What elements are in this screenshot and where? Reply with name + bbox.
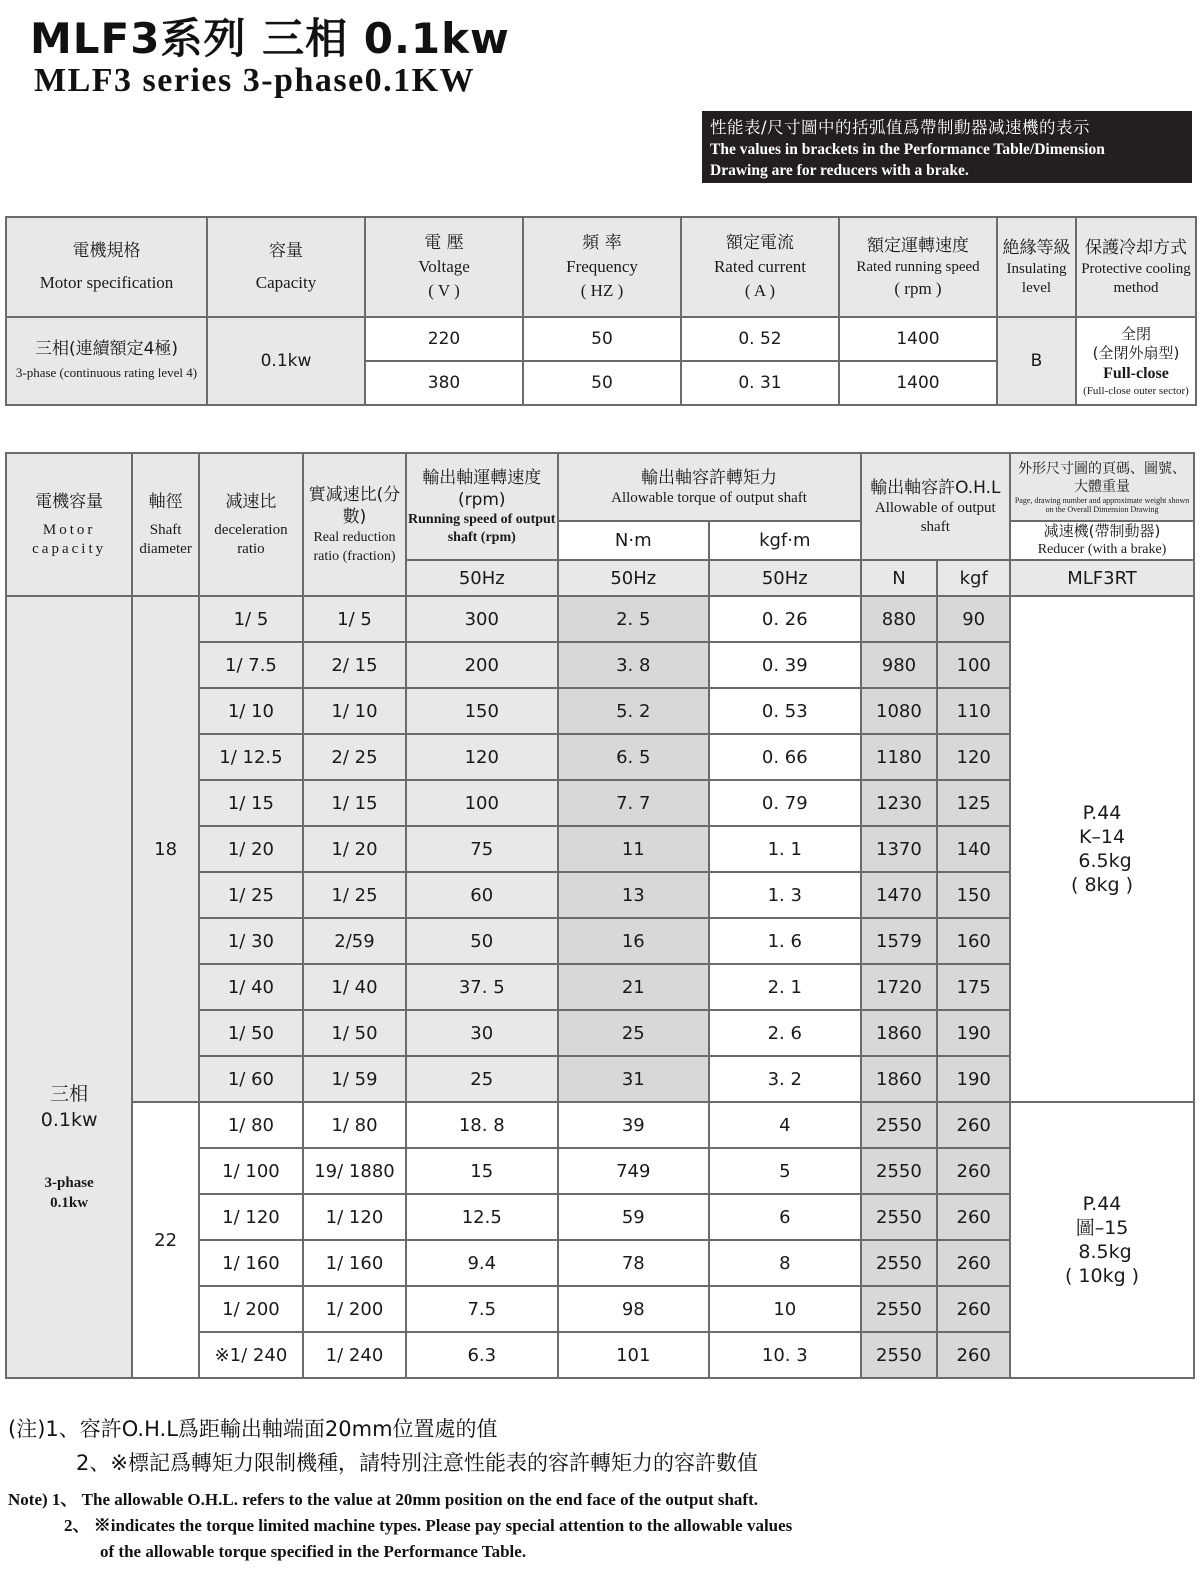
ratio-cell: 1/ 80 [199,1102,303,1148]
spec-speed: 1400 [839,317,997,361]
ratio-cell: 1/ 40 [199,964,303,1010]
rpm-cell: 150 [406,688,558,734]
motor-capacity-line: 0.1kw [40,1109,98,1131]
perf-header-torque: 輸出軸容許轉矩力 Allowable torque of output shaft [558,453,861,521]
rpm-cell: 200 [406,642,558,688]
ohl-kgf-cell: 100 [937,642,1010,688]
torque-kgfm-cell: 0. 53 [709,688,861,734]
dimension-ref-line: 8.5kg [1072,1241,1132,1263]
torque-kgfm-cell: 6 [709,1194,861,1240]
ratio-cell: 1/ 30 [199,918,303,964]
notes-english [8,1487,792,1565]
torque-nm-cell: 98 [558,1286,710,1332]
spec-motor-cell: 三相(連續額定4極) 3-phase (continuous rating level 4) [6,317,207,405]
ratio-cell: 1/ 15 [199,780,303,826]
ohl-kgf-cell: 190 [937,1056,1010,1102]
torque-nm-cell: 6. 5 [558,734,710,780]
ohl-n-cell: 980 [861,642,938,688]
ohl-n-cell: 2550 [861,1286,938,1332]
torque-nm-cell: 2. 5 [558,596,710,642]
torque-kgfm-cell: 8 [709,1240,861,1286]
ohl-n-cell: 1080 [861,688,938,734]
ohl-n-cell: 2550 [861,1148,938,1194]
ohl-kgf-cell: 125 [937,780,1010,826]
dimension-ref-line: P.44 [1082,1193,1122,1215]
ohl-n-cell: 1579 [861,918,938,964]
torque-kgfm-cell: 0. 26 [709,596,861,642]
ratio-cell: 1/ 10 [199,688,303,734]
perf-header-page: 外形尺寸圖的頁碼、圖號、大體重量 Page, drawing number and approximate weight shown on the Overall Dimension Drawing [1010,453,1194,521]
ohl-n-cell: 1860 [861,1056,938,1102]
ratio-cell: 1/ 200 [199,1286,303,1332]
rpm-cell: 30 [406,1010,558,1056]
note-en-2: 2、 ※indicates the torque limited machine types. Please pay special attention to the allowable values [64,1516,793,1535]
real-ratio-cell: 1/ 10 [303,688,406,734]
torque-nm-cell: 39 [558,1102,710,1148]
ohl-kgf-cell: 260 [937,1194,1010,1240]
page-title-english: MLF3 series 3-phase0.1KW [34,62,476,99]
ohl-n-cell: 880 [861,596,938,642]
ohl-n-cell: 2550 [861,1240,938,1286]
real-ratio-cell: 1/ 50 [303,1010,406,1056]
perf-header-hz: 50Hz [709,560,861,596]
ohl-n-cell: 2550 [861,1102,938,1148]
ohl-n-cell: 2550 [861,1194,938,1240]
ratio-cell: 1/ 25 [199,872,303,918]
perf-header-kgfm: kgf·m [709,521,861,560]
motor-capacity-line: 三相 [50,1083,89,1105]
rpm-cell: 60 [406,872,558,918]
rpm-cell: 50 [406,918,558,964]
brake-note-en-line2: Drawing are for reducers with a brake. [710,162,969,179]
ratio-cell: ※1/ 240 [199,1332,303,1378]
torque-kgfm-cell: 2. 1 [709,964,861,1010]
ohl-kgf-cell: 175 [937,964,1010,1010]
ohl-kgf-cell: 260 [937,1148,1010,1194]
ratio-cell: 1/ 50 [199,1010,303,1056]
perf-header-nm: N·m [558,521,710,560]
ohl-kgf-cell: 190 [937,1010,1010,1056]
torque-kgfm-cell: 4 [709,1102,861,1148]
spec-frequency: 50 [523,317,681,361]
spec-current: 0. 52 [681,317,839,361]
torque-kgfm-cell: 0. 79 [709,780,861,826]
torque-nm-cell: 16 [558,918,710,964]
dimension-ref-line: ( 10kg ) [1064,1265,1140,1287]
dimension-ref-line: 6.5kg [1072,850,1132,872]
real-ratio-cell: 1/ 200 [303,1286,406,1332]
spec-current: 0. 31 [681,361,839,405]
rpm-cell: 100 [406,780,558,826]
ohl-kgf-cell: 260 [937,1286,1010,1332]
ohl-n-cell: 1860 [861,1010,938,1056]
spec-row [6,317,1196,361]
torque-nm-cell: 11 [558,826,710,872]
ohl-n-cell: 1230 [861,780,938,826]
page-title-chinese: MLF3系列 三相 0.1kw [30,14,510,63]
ohl-n-cell: 1470 [861,872,938,918]
torque-kgfm-cell: 1. 1 [709,826,861,872]
torque-kgfm-cell: 3. 2 [709,1056,861,1102]
ohl-kgf-cell: 110 [937,688,1010,734]
torque-kgfm-cell: 0. 39 [709,642,861,688]
spec-header-motor: 電機規格 Motor specification [6,217,207,317]
spec-header-row [6,217,1196,317]
table-row [6,1102,1194,1148]
brake-note-cn: 性能表/尺寸圖中的括弧值爲帶制動器减速機的表示 [710,118,1091,137]
torque-nm-cell: 101 [558,1332,710,1378]
brake-note-en-line1: The values in brackets in the Performance Table/Dimension [710,141,1105,158]
torque-nm-cell: 749 [558,1148,710,1194]
spec-frequency: 50 [523,361,681,405]
ohl-n-cell: 1180 [861,734,938,780]
perf-header-shaft: 軸徑 Shaft diameter [132,453,199,596]
rpm-cell: 12.5 [406,1194,558,1240]
rpm-cell: 7.5 [406,1286,558,1332]
motor-capacity-line: 3-phase [44,1175,94,1191]
ohl-kgf-cell: 120 [937,734,1010,780]
torque-nm-cell: 25 [558,1010,710,1056]
spec-header-capacity: 容量 Capacity [207,217,365,317]
perf-header-kgf: kgf [937,560,1010,596]
torque-kgfm-cell: 1. 3 [709,872,861,918]
spec-voltage: 380 [365,361,523,405]
rpm-cell: 6.3 [406,1332,558,1378]
spec-cooling-cell: 全閉 (全閉外扇型) Full-close (Full-close outer sector) [1076,317,1196,405]
perf-header-capacity: 電機容量 Motor capacity [6,453,132,596]
real-ratio-cell: 19/ 1880 [303,1148,406,1194]
real-ratio-cell: 1/ 15 [303,780,406,826]
torque-nm-cell: 59 [558,1194,710,1240]
torque-nm-cell: 21 [558,964,710,1010]
dimension-ref-cell [1010,1102,1194,1378]
torque-nm-cell: 13 [558,872,710,918]
spec-header-cooling: 保護冷却方式 Protective cooling method [1076,217,1196,317]
ohl-kgf-cell: 140 [937,826,1010,872]
ratio-cell: 1/ 20 [199,826,303,872]
perf-header-reducer: 减速機(帶制動器) Reducer (with a brake) [1010,521,1194,560]
spec-voltage: 220 [365,317,523,361]
note-cn-1: (注)1、容許O.H.L爲距輸出軸端面20mm位置處的值 [8,1417,498,1441]
spec-capacity-cell: 0.1kw [207,317,365,405]
torque-kgfm-cell: 5 [709,1148,861,1194]
dimension-ref-line: K–14 [1078,826,1126,848]
torque-kgfm-cell: 2. 6 [709,1010,861,1056]
rpm-cell: 15 [406,1148,558,1194]
spec-header-frequency: 頻 率 Frequency ( HZ ) [523,217,681,317]
ohl-kgf-cell: 260 [937,1332,1010,1378]
motor-capacity-line: 0.1kw [50,1195,89,1211]
real-ratio-cell: 1/ 40 [303,964,406,1010]
spec-header-speed: 額定運轉速度 Rated running speed ( rpm ) [839,217,997,317]
torque-kgfm-cell: 0. 66 [709,734,861,780]
perf-header-n: N [861,560,938,596]
torque-nm-cell: 7. 7 [558,780,710,826]
perf-header-hz: 50Hz [558,560,710,596]
ohl-kgf-cell: 160 [937,918,1010,964]
real-ratio-cell: 1/ 80 [303,1102,406,1148]
dimension-ref-line: 圖–15 [1075,1217,1129,1239]
perf-header-hz: 50Hz [406,560,558,596]
spec-speed: 1400 [839,361,997,405]
real-ratio-cell: 2/ 25 [303,734,406,780]
rpm-cell: 25 [406,1056,558,1102]
torque-nm-cell: 5. 2 [558,688,710,734]
torque-kgfm-cell: 10 [709,1286,861,1332]
note-cn-2: 2、※標記爲轉矩力限制機種，請特別注意性能表的容許轉矩力的容許數值 [76,1451,758,1475]
torque-nm-cell: 31 [558,1056,710,1102]
torque-kgfm-cell: 1. 6 [709,918,861,964]
real-ratio-cell: 2/59 [303,918,406,964]
note-en-1: Note) 1、 The allowable O.H.L. refers to the value at 20mm position on the end face of the output shaft. [8,1490,759,1509]
perf-header-model: MLF3RT [1010,560,1194,596]
real-ratio-cell: 1/ 20 [303,826,406,872]
note-en-3: of the allowable torque specified in the Performance Table. [100,1542,527,1561]
shaft-diameter-cell: 18 [132,596,199,1102]
torque-kgfm-cell: 10. 3 [709,1332,861,1378]
real-ratio-cell: 2/ 15 [303,642,406,688]
perf-header-ratio: 减速比 deceleration ratio [199,453,303,596]
ohl-n-cell: 1370 [861,826,938,872]
torque-nm-cell: 78 [558,1240,710,1286]
spec-header-current: 額定電流 Rated current ( A ) [681,217,839,317]
real-ratio-cell: 1/ 120 [303,1194,406,1240]
spec-insulation-cell: B [997,317,1076,405]
ohl-kgf-cell: 150 [937,872,1010,918]
ohl-n-cell: 2550 [861,1332,938,1378]
ratio-cell: 1/ 7.5 [199,642,303,688]
rpm-cell: 18. 8 [406,1102,558,1148]
ohl-n-cell: 1720 [861,964,938,1010]
real-ratio-cell: 1/ 240 [303,1332,406,1378]
ratio-cell: 1/ 120 [199,1194,303,1240]
real-ratio-cell: 1/ 160 [303,1240,406,1286]
ratio-cell: 1/ 60 [199,1056,303,1102]
ohl-kgf-cell: 260 [937,1102,1010,1148]
dimension-ref-line: P.44 [1082,802,1122,824]
rpm-cell: 300 [406,596,558,642]
rpm-cell: 75 [406,826,558,872]
ratio-cell: 1/ 5 [199,596,303,642]
torque-nm-cell: 3. 8 [558,642,710,688]
perf-header-real-ratio: 實减速比(分數) Real reduction ratio (fraction) [303,453,406,596]
ratio-cell: 1/ 12.5 [199,734,303,780]
rpm-cell: 120 [406,734,558,780]
ratio-cell: 1/ 100 [199,1148,303,1194]
real-ratio-cell: 1/ 5 [303,596,406,642]
real-ratio-cell: 1/ 59 [303,1056,406,1102]
perf-header-rpm: 輸出軸運轉速度(rpm) Running speed of output shaft (rpm) [406,453,558,560]
motor-capacity-cell [6,596,132,1378]
perf-header-ohl: 輸出軸容許O.H.L Allowable of output shaft [861,453,1011,560]
notes-chinese [8,1412,758,1480]
ohl-kgf-cell: 260 [937,1240,1010,1286]
motor-spec-table [5,216,1197,406]
spec-header-voltage: 電 壓 Voltage ( V ) [365,217,523,317]
rpm-cell: 37. 5 [406,964,558,1010]
performance-table [5,452,1195,1379]
shaft-diameter-cell: 22 [132,1102,199,1378]
dimension-ref-cell [1010,596,1194,1102]
real-ratio-cell: 1/ 25 [303,872,406,918]
ohl-kgf-cell: 90 [937,596,1010,642]
dimension-ref-line: ( 8kg ) [1071,874,1134,896]
spec-header-insulation: 絶緣等級 Insulating level [997,217,1076,317]
perf-header-row [6,453,1194,521]
brake-note-box [702,111,1192,183]
ratio-cell: 1/ 160 [199,1240,303,1286]
rpm-cell: 9.4 [406,1240,558,1286]
table-row [6,596,1194,642]
